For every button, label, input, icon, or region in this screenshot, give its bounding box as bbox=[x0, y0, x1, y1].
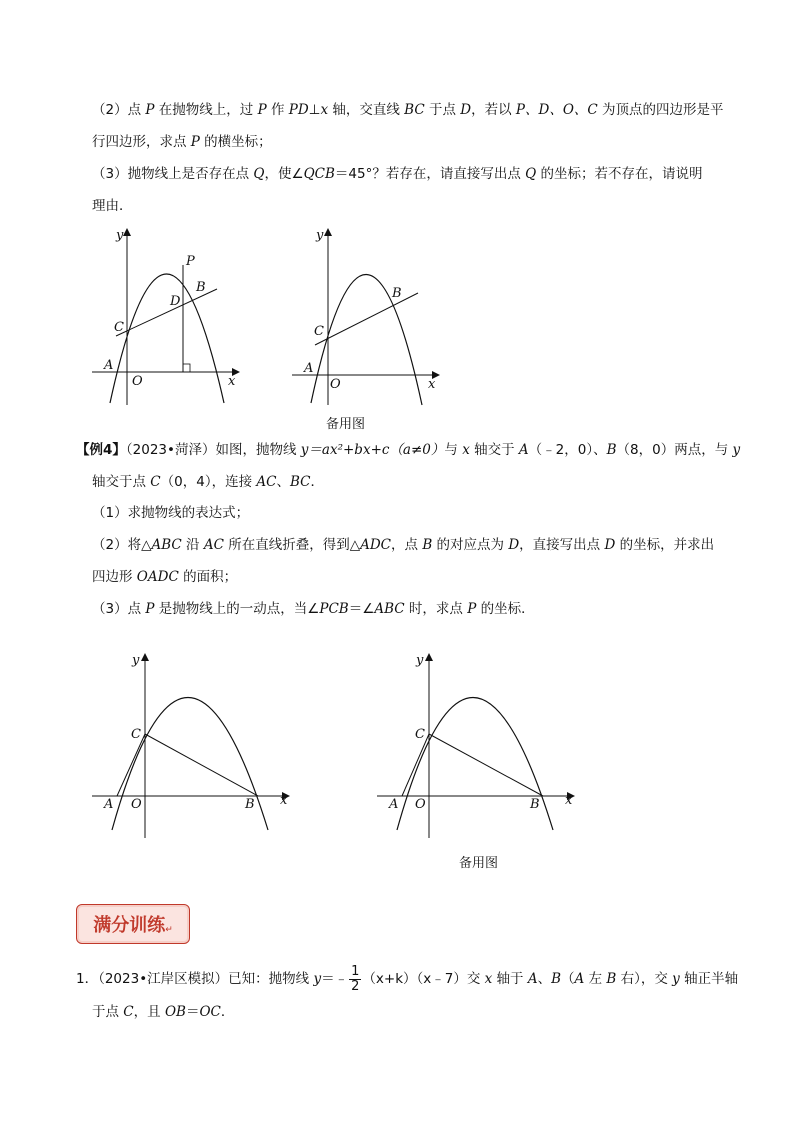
right-angle-mark bbox=[183, 364, 190, 372]
ex3-q2-line2: 行四边形，求点 P 的横坐标； bbox=[92, 134, 272, 150]
segment-bc bbox=[145, 734, 258, 796]
segment-ac bbox=[402, 734, 429, 796]
banner-title: 满分训练 bbox=[93, 915, 166, 936]
ex3-figure-caption: 备用图 bbox=[326, 417, 366, 432]
fraction-half: $\frac{1}{2}$ bbox=[351, 963, 360, 994]
ex4-figure-spare bbox=[375, 650, 585, 840]
label-b: B bbox=[196, 280, 206, 295]
problem-1-line2: 于点 C，且 OB＝OC． bbox=[92, 1004, 235, 1020]
label-b: B bbox=[245, 797, 255, 812]
label-a: A bbox=[389, 797, 399, 812]
label-y: y bbox=[416, 653, 424, 668]
banner-mark: ↵ bbox=[165, 925, 173, 935]
label-c: C bbox=[114, 320, 124, 335]
ex4-q2-line2: 四边形 OADC 的面积； bbox=[92, 569, 238, 585]
ex4-q3: （3）点 P 是抛物线上的一动点，当∠PCB＝∠ABC 时，求点 P 的坐标． bbox=[92, 601, 535, 617]
segment-ac bbox=[117, 734, 145, 796]
section-banner bbox=[76, 904, 190, 944]
problem-1-line1: 1．（2023•江岸区模拟）已知：抛物线 y＝﹣ $\frac{1}{2}$ （x+k）（x﹣7）交 x 轴于 A、B（A 左 B 右），交 y 轴正半轴 bbox=[76, 963, 739, 994]
label-c: C bbox=[131, 727, 141, 742]
label-a: A bbox=[104, 358, 114, 373]
ex4-q2-line1: （2）将△ABC 沿 AC 所在直线折叠，得到△ADC，点 B 的对应点为 D，直接写出点 D 的坐标，并求出 bbox=[92, 537, 715, 553]
label-o: O bbox=[131, 797, 142, 812]
label-x: x bbox=[280, 793, 288, 808]
label-p: P bbox=[186, 254, 195, 269]
line-bc bbox=[116, 289, 217, 336]
line-bc bbox=[315, 293, 418, 345]
label-o: O bbox=[415, 797, 426, 812]
ex3-q2-line1: （2）点 P 在抛物线上，过 P 作 PD⊥x 轴，交直线 BC 于点 D，若以 P、D、O、C 为顶点的四边形是平 bbox=[92, 102, 724, 118]
ex4-figure-main bbox=[90, 650, 300, 840]
ex4-line1: 【例4】（2023•菏泽）如图，抛物线 y＝ax²+bx+c（a≠0）与 x 轴交于 A（﹣2，0）、B（8，0）两点，与 y bbox=[76, 442, 741, 458]
ex3-q3-line1: （3）抛物线上是否存在点 Q，使∠QCB＝45°？若存在，请直接写出点 Q 的坐标；若不存在，请说明 bbox=[92, 166, 703, 182]
label-y: y bbox=[132, 653, 140, 668]
label-x: x bbox=[428, 377, 436, 392]
label-d: D bbox=[170, 294, 181, 309]
ex4-figure-caption: 备用图 bbox=[459, 856, 499, 871]
ex4-line2: 轴交于点 C（0，4），连接 AC、BC． bbox=[92, 474, 324, 490]
label-c: C bbox=[415, 727, 425, 742]
label-y: y bbox=[316, 228, 324, 243]
ex4-q1: （1）求抛物线的表达式； bbox=[92, 505, 250, 521]
label-a: A bbox=[304, 361, 314, 376]
label-o: O bbox=[330, 377, 341, 392]
label-o: O bbox=[132, 374, 143, 389]
label-b: B bbox=[392, 286, 402, 301]
ex3-q3-line2: 理由． bbox=[92, 198, 133, 214]
label-y: y bbox=[116, 228, 124, 243]
label-a: A bbox=[104, 797, 114, 812]
segment-bc bbox=[429, 734, 543, 796]
label-b: B bbox=[530, 797, 540, 812]
label-c: C bbox=[314, 324, 324, 339]
label-x: x bbox=[228, 374, 236, 389]
ex3-figure-main bbox=[90, 225, 260, 410]
label-x: x bbox=[565, 793, 573, 808]
ex3-figure-spare bbox=[290, 225, 450, 410]
